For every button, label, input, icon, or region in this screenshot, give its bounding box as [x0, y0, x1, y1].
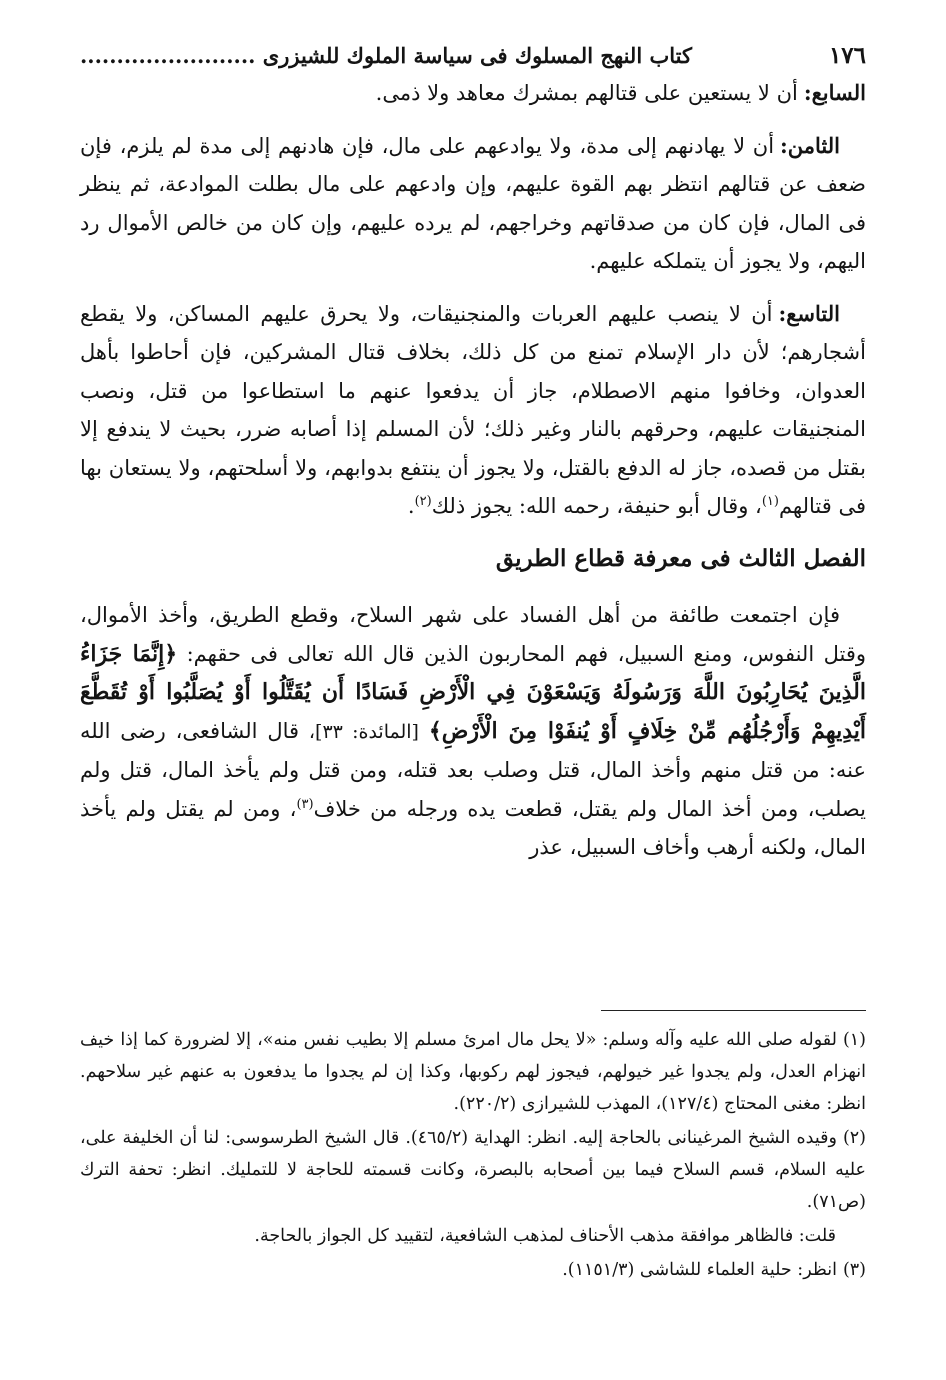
- paragraph-eighth: [80, 127, 866, 281]
- paragraph-ninth: [80, 295, 866, 526]
- footnote-1: [80, 1024, 866, 1120]
- footnote-mark: (١): [842, 1030, 866, 1050]
- footnote-divider: [601, 1010, 866, 1011]
- footnote-ref[interactable]: (٣): [296, 796, 314, 812]
- footnote-3: [80, 1254, 866, 1286]
- footnote-text: انظر: حلية العلماء للشاشى (١١٥١/٣).: [562, 1260, 837, 1280]
- footnote-2-remark: قلت: فالظاهر موافقة مذهب الأحناف لمذهب الشافعية، لتقييد كل الجواز بالحاجة.: [254, 1226, 836, 1246]
- paragraph-text: أن لا يستعين على قتالهم بمشرك معاهد ولا ذمى.: [375, 81, 798, 105]
- paragraph-section: [80, 596, 866, 867]
- section-heading: الفصل الثالث فى معرفة قطاع الطريق: [495, 544, 866, 572]
- paragraph-end: .: [407, 494, 415, 518]
- footnotes: [80, 1024, 866, 1288]
- footnote-ref[interactable]: (٢): [414, 494, 432, 509]
- paragraph-text: ، وقال أبو حنيفة، رحمه الله: يجوز ذلك: [431, 494, 762, 518]
- paragraph-label: الثامن:: [780, 132, 840, 158]
- paragraph-label: السابع:: [803, 80, 866, 105]
- paragraph-text: أن لا ينصب عليهم العربات والمنجنيقات، ولا يحرق عليهم المساكن، ولا يقطع أشجارهم؛ لأن دار الإسلام تمنع من كل ذلك، بخلاف قتال المشركين، فإن أحاطوا بأهل العدوان، وخافوا منهم الاصطلام، جاز أن يدفعوا عنهم ما استطاعوا من قتل، ونصب المنجنيقات عليهم، وحرقهم بالنار وغير ذلك؛ لأن المسلم إذا أصابه ضرر، بحيث لا يندفع إلا بقتل من قصده، جاز له الدفع بالقتل، ولا يجوز أن ينتفع بدوابهم، ولا أسلحتهم، ولا يستعان بها فى قتالهم: [80, 301, 866, 518]
- footnote-2: [80, 1122, 866, 1218]
- paragraph-label: التاسع:: [778, 300, 840, 326]
- leader-dots: ........................: [80, 42, 256, 68]
- quran-reference: [المائدة: ٣٣]،: [308, 720, 419, 743]
- footnote-ref[interactable]: (١): [761, 494, 779, 509]
- quran-verse: ﴿إِنَّمَا جَزَاءُ الَّذِينَ يُحَارِبُونَ اللَّهَ وَرَسُولَهُ وَيَسْعَوْنَ فِي الْأَرْضِ فَسَادًا أَن يُقَتَّلُوا أَوْ يُصَلَّبُوا أَوْ تُقَطَّعَ أَيْدِيهِمْ وَأَرْجُلُهُم مِّنْ خِلَافٍ أَوْ يُنفَوْا مِنَ الْأَرْضِ﴾: [80, 640, 866, 744]
- paragraph-text: أن لا يهادنهم إلى مدة، ولا يوادعهم على مال، فإن هادنهم إلى مدة لم يلزم، فإن ضعف عن قتالهم انتظر بهم القوة عليهم، وإن وادعهم على مال بطلت الموادعة، ثم ينظر فى المال، فإن كان من صدقاتهم وخراجهم، لم يرده عليهم، وإن كان من خالص الأموال رد اليهم، ولا يجوز أن يتملكه عليهم.: [80, 133, 866, 273]
- running-header: [80, 38, 866, 72]
- page-number: ١٧٦: [828, 41, 866, 69]
- running-title-text: كتاب النهج المسلوك فى سياسة الملوك للشيزرى: [262, 42, 692, 68]
- main-text: [80, 74, 866, 881]
- footnote-text: وقيده الشيخ المرغينانى بالحاجة إليه. انظر: الهداية (٤٦٥/٢). قال الشيخ الطرسوسى: لنا أن الخليفة على، عليه السلام، قسم السلاح فيما بين أصحابه بالبصرة، وكانت قسمته للحاجة لا للتمليك. انظر: تحفة الترك (ص٧١).: [80, 1128, 866, 1212]
- paragraph-seventh: [80, 74, 866, 113]
- footnote-text: لقوله صلى الله عليه وآله وسلم: «لا يحل مال امرئ مسلم إلا بطيب نفس منه»، إلا لضرورة كما إذا خيف انهزام العدل، ولم يجدوا غير خيولهم، فيجوز لهم ركوبها، وكذا إن لم يجدوا ما يدفعون به عنهم غير سلاحهم. انظر: مغنى المحتاج (١٢٧/٤)، المهذب للشيرازى (٢٢٠/٢).: [80, 1030, 866, 1114]
- paragraph-text: قال الشافعى، رضى الله عنه: من قتل منهم وأخذ المال، قتل وصلب بعد قتله، ومن قتل ولم يأخذ المال، قتل ولم يصلب، ومن أخذ المال ولم يقتل، قطعت يده ورجله من خلاف: [80, 718, 866, 821]
- running-title: [80, 43, 692, 68]
- footnote-mark: (٢): [842, 1128, 866, 1148]
- paragraph-text: فإن اجتمعت طائفة من أهل الفساد على شهر السلاح، وقطع الطريق، وأخذ الأموال، وقتل النفوس، ومنع السبيل، فهم المحاربون الذين قال الله تعالى فى حقهم:: [80, 603, 867, 666]
- footnote-mark: (٣): [842, 1260, 866, 1280]
- paragraph-text: ، ومن لم يقتل ولم يأخذ المال، ولكنه أرهب وأخاف السبيل، عذر: [80, 796, 866, 859]
